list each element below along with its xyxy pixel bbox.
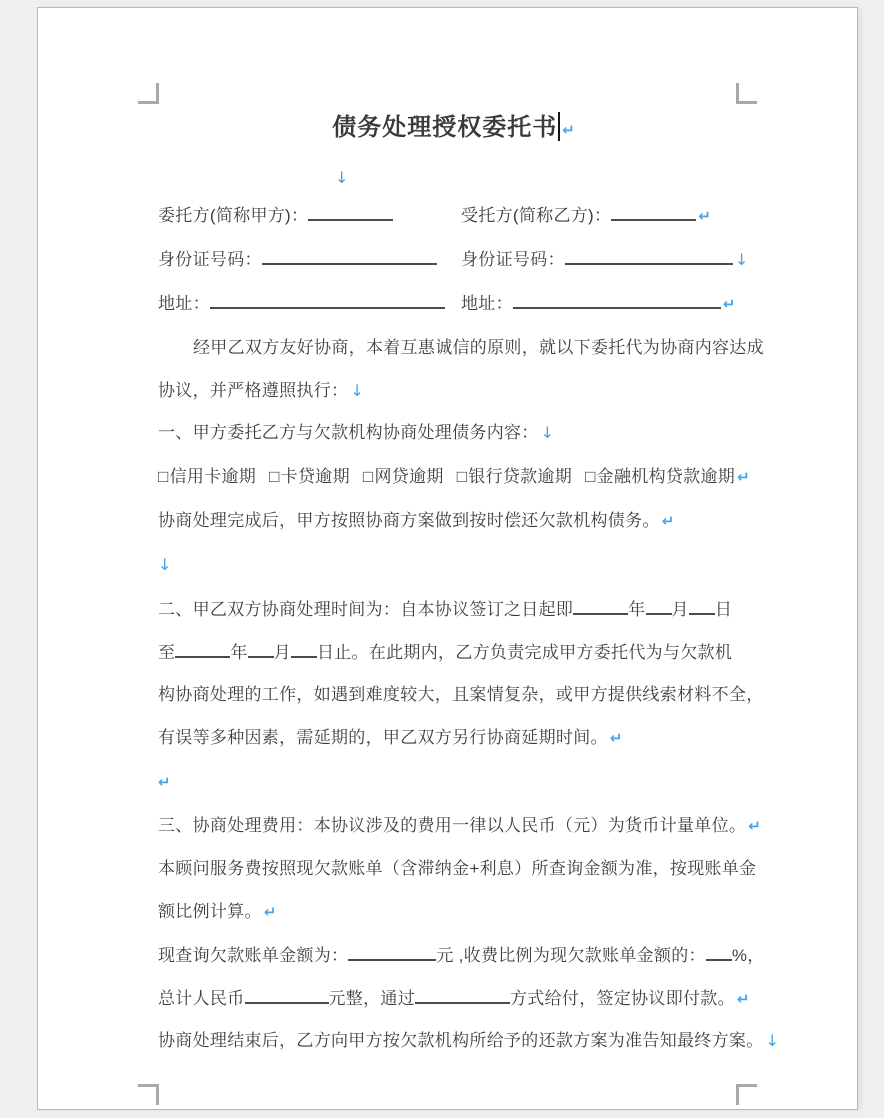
section2-text: 构协商处理的工作，如遇到难度较大，且案情复杂，或甲方提供线索材料不全， — [158, 685, 764, 704]
total-amount-blank[interactable] — [245, 987, 329, 1004]
checkbox-icon: □ — [585, 467, 596, 486]
section2-text: 至 — [158, 643, 176, 662]
empty-line[interactable] — [158, 167, 750, 191]
debt-type-checkbox-line — [158, 466, 750, 490]
checkbox-option-credit-card[interactable] — [158, 466, 256, 490]
text-boundary-corner-top-right-icon — [736, 83, 757, 104]
document-title-line[interactable] — [158, 111, 750, 147]
section3-line-3[interactable] — [158, 901, 750, 925]
start-year-blank[interactable] — [573, 598, 628, 615]
section2-line-2[interactable] — [158, 641, 750, 665]
section2-line-3[interactable] — [158, 684, 764, 708]
principal-id-label: 身份证号码： — [158, 250, 262, 269]
trustee-address-label: 地址： — [461, 294, 513, 313]
section2-text: 二、甲乙双方协商处理时间为：自本协议签订之日起即 — [158, 600, 574, 619]
unit-month: 月 — [671, 600, 689, 619]
trustee-id-label: 身份证号码： — [461, 250, 565, 269]
section3-line-5[interactable] — [158, 987, 750, 1011]
unit-day: 日 — [714, 600, 733, 619]
paragraph-mark-icon: ↵ — [661, 512, 675, 530]
checkbox-label: 金融机构贷款逾期 — [596, 467, 736, 486]
principal-id-blank[interactable] — [262, 248, 437, 265]
section3-text: 元 ,收费比例为现欠款账单金额的： — [436, 946, 706, 965]
paragraph-mark-icon: ↵ — [609, 729, 623, 747]
checkbox-option-card-loan[interactable] — [269, 466, 350, 490]
text-boundary-corner-bottom-right-icon — [736, 1084, 757, 1105]
section2-text: 日止。在此期内，乙方负责完成甲方委托代为与欠款机 — [316, 643, 733, 662]
section1-heading-line[interactable] — [158, 422, 750, 446]
page-title: 债务处理授权委托书 — [332, 114, 558, 141]
party-row-1 — [158, 204, 750, 228]
bill-amount-blank[interactable] — [348, 944, 436, 961]
start-day-blank[interactable] — [689, 598, 715, 615]
section3-text: 总计人民币 — [158, 989, 245, 1008]
intro-text-1: 经甲乙双方友好协商，本着互惠诚信的原则，就以下委托代为协商内容达成 — [193, 338, 764, 357]
line-break-icon: ↓ — [540, 423, 555, 442]
principal-label: 委托方(简称甲方)： — [158, 206, 309, 225]
section1-after-text: 协商处理完成后，甲方按照协商方案做到按时偿还欠款机构债务。 — [158, 511, 660, 530]
section3-line-1[interactable] — [158, 815, 762, 839]
checkbox-label: 信用卡逾期 — [169, 467, 257, 486]
checkbox-label: 银行贷款逾期 — [468, 467, 573, 486]
section2-line-4[interactable] — [158, 727, 750, 751]
line-break-icon: ↓ — [734, 250, 749, 269]
party-row-3 — [158, 292, 750, 316]
intro-line-1[interactable] — [158, 337, 764, 361]
text-boundary-corner-bottom-left-icon — [138, 1084, 159, 1105]
empty-line[interactable] — [158, 554, 750, 578]
section2-text: 有误等多种因素，需延期的，甲乙双方另行协商延期时间。 — [158, 728, 608, 747]
text-cursor — [558, 112, 560, 141]
start-month-blank[interactable] — [646, 598, 672, 615]
unit-year: 年 — [230, 643, 248, 662]
checkbox-label: 网贷逾期 — [374, 467, 444, 486]
end-month-blank[interactable] — [248, 641, 274, 658]
fee-percent-blank[interactable] — [706, 944, 732, 961]
paragraph-mark-icon: ↵ — [698, 207, 712, 225]
section1-heading: 一、甲方委托乙方与欠款机构协商处理债务内容： — [158, 423, 539, 442]
paragraph-mark-icon: ↵ — [263, 903, 277, 921]
section3-text: 元整，通过 — [328, 989, 415, 1008]
unit-month: 月 — [273, 643, 291, 662]
line-break-icon: ↓ — [335, 168, 349, 187]
paragraph-mark-icon: ↵ — [562, 121, 576, 139]
principal-address-label: 地址： — [158, 294, 210, 313]
intro-text-2: 协议，并严格遵照执行： — [158, 381, 349, 400]
trustee-label: 受托方(简称乙方)： — [461, 206, 612, 225]
checkbox-icon: □ — [158, 467, 169, 486]
pay-method-blank[interactable] — [415, 987, 510, 1004]
section3-line-4[interactable] — [158, 944, 765, 968]
section3-line-6[interactable] — [158, 1030, 780, 1054]
checkbox-option-bank-loan[interactable] — [457, 466, 572, 490]
party-row-2 — [158, 248, 750, 272]
section3-text: 本顾问服务费按照现欠款账单（含滞纳金+利息）所查询金额为准，按现账单金 — [158, 859, 757, 878]
checkbox-icon: □ — [362, 467, 374, 486]
section2-line-1[interactable] — [158, 598, 750, 622]
intro-line-2[interactable] — [158, 380, 750, 404]
paragraph-mark-icon: ↵ — [736, 990, 750, 1008]
section3-line-2[interactable] — [158, 858, 757, 882]
principal-address-blank[interactable] — [210, 292, 445, 309]
section3-text: 现查询欠款账单金额为： — [158, 946, 349, 965]
end-day-blank[interactable] — [291, 641, 317, 658]
paragraph-mark-icon: ↵ — [737, 468, 750, 486]
empty-line[interactable] — [158, 771, 750, 795]
section3-text: 额比例计算。 — [158, 902, 262, 921]
paragraph-mark-icon: ↵ — [722, 295, 736, 313]
section3-text: 方式给付，签定协议即付款。 — [510, 989, 735, 1008]
section1-after-line[interactable] — [158, 510, 750, 534]
line-break-icon: ↓ — [158, 555, 172, 574]
paragraph-mark-icon: ↵ — [158, 773, 171, 791]
checkbox-label: 卡贷逾期 — [280, 467, 350, 486]
trustee-address-blank[interactable] — [513, 292, 721, 309]
unit-year: 年 — [628, 600, 646, 619]
section3-text: %， — [731, 946, 765, 965]
end-year-blank[interactable] — [175, 641, 230, 658]
checkbox-option-online-loan[interactable] — [363, 466, 444, 490]
checkbox-icon: □ — [456, 467, 468, 486]
trustee-name-blank[interactable] — [611, 204, 696, 221]
document-page[interactable] — [37, 7, 858, 1110]
line-break-icon: ↓ — [350, 381, 365, 400]
checkbox-option-financial-institution-loan[interactable] — [585, 466, 750, 490]
section3-text: 三、协商处理费用：本协议涉及的费用一律以人民币（元）为货币计量单位。 — [158, 816, 747, 835]
text-boundary-corner-top-left-icon — [138, 83, 159, 104]
section3-text: 协商处理结束后，乙方向甲方按欠款机构所给予的还款方案为准告知最终方案。 — [158, 1031, 764, 1050]
paragraph-mark-icon: ↵ — [748, 817, 762, 835]
checkbox-icon: □ — [269, 467, 280, 486]
line-break-icon: ↓ — [765, 1031, 780, 1050]
principal-name-blank[interactable] — [308, 204, 393, 221]
trustee-id-blank[interactable] — [565, 248, 733, 265]
